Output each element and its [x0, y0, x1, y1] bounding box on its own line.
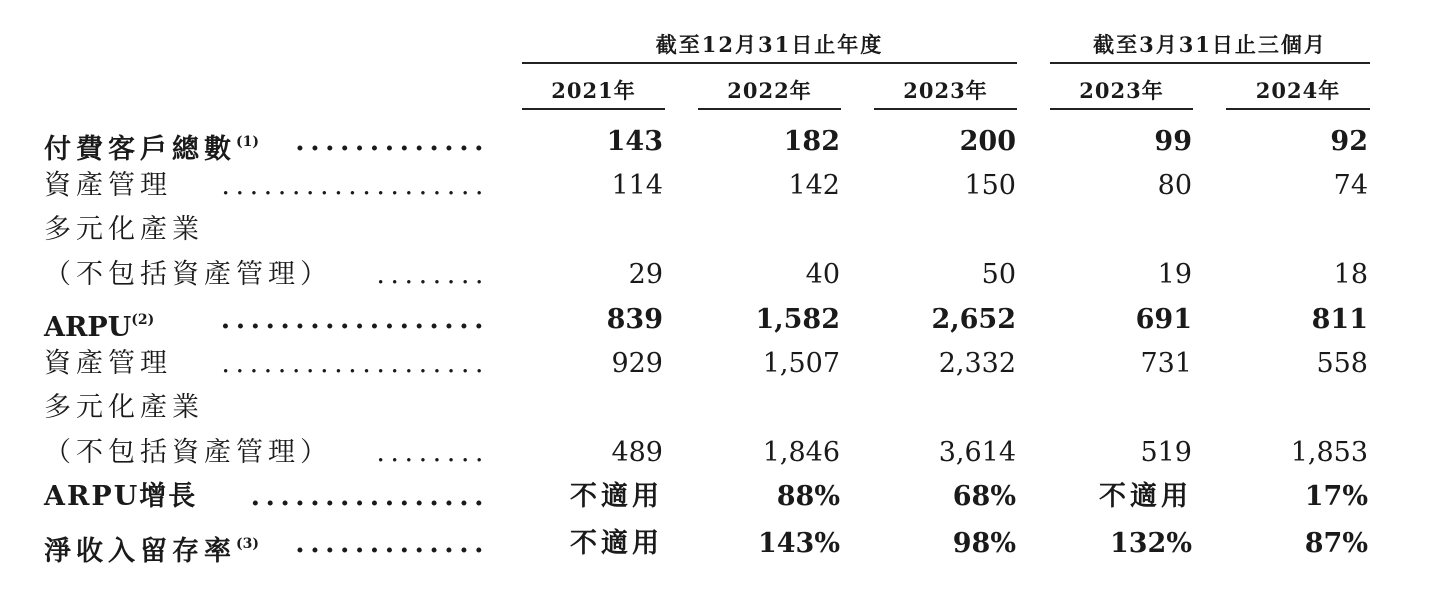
leader-dots: .................. [220, 304, 489, 335]
cell-2021: 839 [606, 304, 663, 335]
cell-2023: 50 [981, 259, 1016, 290]
cell-2023: 200 [959, 126, 1016, 157]
cell-2023: 68% [952, 481, 1016, 512]
cell-2022: 1,846 [762, 437, 840, 468]
column-header-2022 [698, 77, 841, 105]
footnote-marker: (1) [236, 134, 259, 150]
cell-q2024: 74 [1333, 170, 1368, 201]
table-row-diversified-excl-asset-mgmt [0, 253, 1439, 297]
column-header-text: 2022年 [727, 78, 812, 103]
row-label: （不包括資產管理） [44, 259, 332, 290]
leader-dots: ................ [250, 481, 489, 512]
group-header-year-text: 截至12月31日止年度 [655, 32, 884, 57]
table-row-arpu [0, 298, 1439, 342]
cell-q2024: 811 [1311, 304, 1368, 335]
cell-2022: 88% [776, 481, 840, 512]
group-header-quarter-text: 截至3月31日止三個月 [1093, 32, 1327, 57]
cell-q2023: 691 [1135, 304, 1192, 335]
group-header-year-rule [522, 62, 1017, 64]
cell-q2023: 不適用 [1099, 481, 1192, 512]
cell-q2024: 87% [1304, 528, 1368, 559]
row-label-text: 付費客戶總數 [44, 134, 236, 165]
column-header-rule [1226, 108, 1370, 110]
cell-2022: 1,582 [755, 304, 840, 335]
cell-2021: 不適用 [570, 481, 663, 512]
column-header-text: 2023年 [1079, 78, 1164, 103]
group-header-quarter [1050, 30, 1370, 60]
leader-dots: ............. [295, 126, 489, 157]
column-header-rule [874, 108, 1017, 110]
cell-2023: 3,614 [938, 437, 1016, 468]
column-header-2021 [522, 77, 665, 105]
table-row-diversified-industries [0, 208, 1439, 252]
row-label-text: 淨收入留存率 [44, 536, 236, 567]
column-header-q2023 [1050, 77, 1193, 105]
cell-2022: 1,507 [762, 348, 840, 379]
cell-2023: 2,332 [938, 348, 1016, 379]
leader-dots: ............. [295, 528, 489, 559]
table-row-arpu-diversified-excl-asset-mgmt [0, 431, 1439, 475]
cell-2021: 29 [628, 259, 663, 290]
column-header-text: 2023年 [903, 78, 988, 103]
footnote-marker: (2) [131, 312, 155, 328]
row-label [44, 120, 259, 164]
table-row-arpu-growth [0, 475, 1439, 519]
cell-q2023: 19 [1157, 259, 1192, 290]
cell-q2024: 17% [1304, 481, 1368, 512]
row-label: ARPU增長 [44, 481, 198, 512]
cell-2021: 489 [611, 437, 663, 468]
column-header-q2024 [1226, 77, 1370, 105]
cell-2022: 182 [783, 126, 840, 157]
cell-q2024: 1,853 [1290, 437, 1368, 468]
leader-dots: ........ [376, 437, 489, 468]
column-header-rule [1050, 108, 1193, 110]
cell-q2023: 519 [1140, 437, 1192, 468]
cell-2021: 143 [606, 126, 663, 157]
row-label: 資產管理 [44, 348, 172, 379]
table-row-total-paying-customers [0, 120, 1439, 164]
row-label-text: ARPU [44, 312, 132, 343]
footnote-marker: (3) [236, 536, 259, 552]
cell-2023: 2,652 [931, 304, 1016, 335]
cell-q2023: 99 [1154, 126, 1192, 157]
cell-2022: 142 [788, 170, 840, 201]
group-header-year [522, 30, 1017, 60]
cell-2021: 114 [611, 170, 663, 201]
leader-dots: ........ [376, 259, 489, 290]
cell-q2023: 80 [1157, 170, 1192, 201]
table-row-arpu-asset-management [0, 342, 1439, 386]
column-header-text: 2024年 [1255, 78, 1341, 103]
row-label [44, 522, 259, 566]
cell-q2023: 731 [1140, 348, 1192, 379]
column-header-text: 2021年 [551, 78, 636, 103]
cell-2023: 150 [964, 170, 1016, 201]
cell-2021: 不適用 [570, 528, 663, 559]
table-row-arpu-diversified-industries [0, 386, 1439, 430]
column-header-rule [522, 108, 665, 110]
table-row-net-revenue-retention [0, 522, 1439, 566]
cell-2022: 40 [805, 259, 840, 290]
row-label: 多元化產業 [44, 214, 204, 245]
cell-q2023: 132% [1109, 528, 1192, 559]
row-label: （不包括資產管理） [44, 437, 332, 468]
cell-2022: 143% [757, 528, 840, 559]
row-label: 資產管理 [44, 170, 172, 201]
column-header-rule [698, 108, 841, 110]
cell-q2024: 92 [1330, 126, 1368, 157]
row-label: 多元化產業 [44, 392, 204, 423]
leader-dots: ................... [221, 348, 489, 379]
row-label [44, 298, 154, 342]
column-header-2023 [874, 77, 1017, 105]
cell-2023: 98% [952, 528, 1016, 559]
leader-dots: ................... [221, 170, 489, 201]
cell-2021: 929 [611, 348, 663, 379]
table-row-asset-management [0, 164, 1439, 208]
group-header-quarter-rule [1050, 62, 1370, 64]
cell-q2024: 558 [1316, 348, 1368, 379]
cell-q2024: 18 [1333, 259, 1368, 290]
